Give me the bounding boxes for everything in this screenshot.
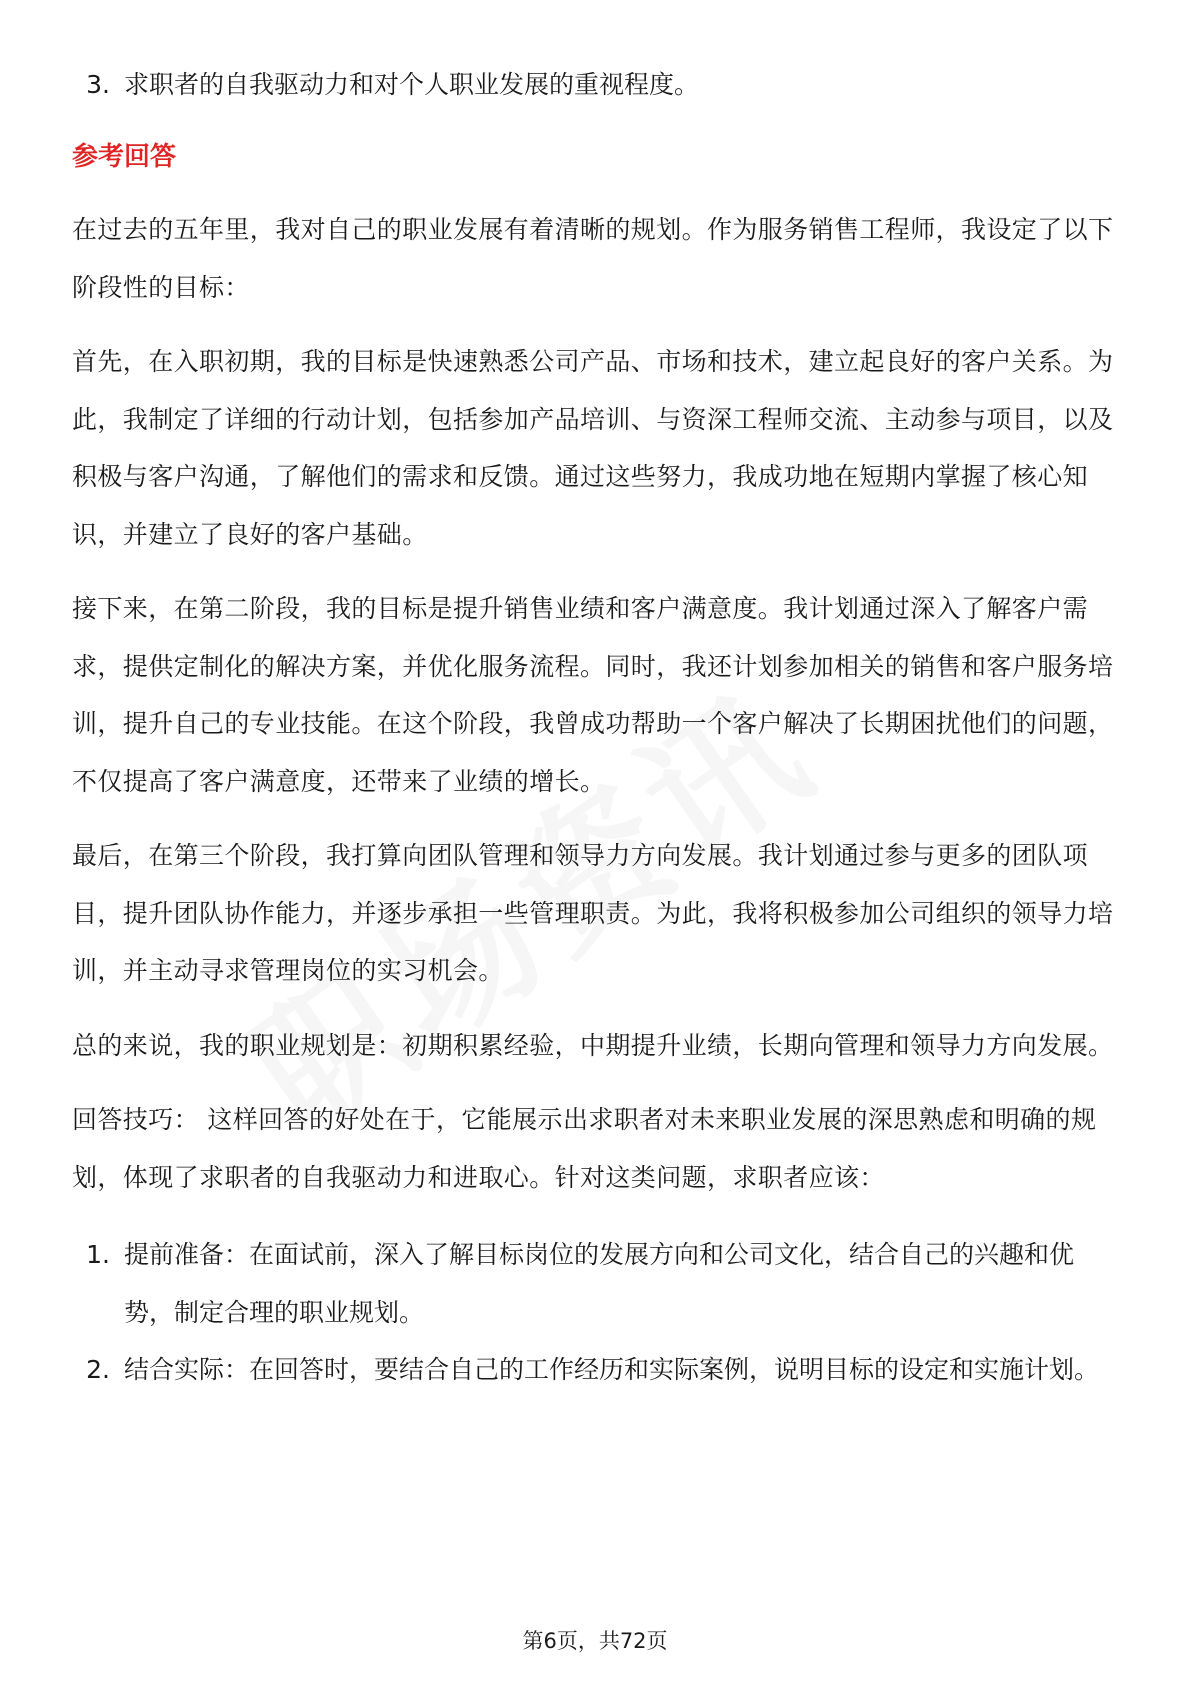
paragraph-tips: 回答技巧： 这样回答的好处在于，它能展示出求职者对未来职业发展的深思熟虑和明确的规划，体现了求职者的自我驱动力和进取心。针对这类问题，求职者应该：: [72, 1105, 1097, 1192]
list-text: 结合实际：在回答时，要结合自己的工作经历和实际案例，说明目标的设定和实施计划。: [124, 1355, 1100, 1384]
list-number: 2.: [86, 1355, 110, 1384]
list-item-top: [72, 56, 1122, 113]
list-item: [72, 1341, 1122, 1399]
paragraph-intro: 在过去的五年里，我对自己的职业发展有着清晰的规划。作为服务销售工程师，我设定了以下阶段性的目标：: [72, 215, 1114, 302]
page-number: 第6页，共72页: [522, 1629, 668, 1653]
tips-list: [72, 1226, 1122, 1399]
paragraph-stage-three: 最后，在第三个阶段，我打算向团队管理和领导力方向发展。我计划通过参与更多的团队项目，提升团队协作能力，并逐步承担一些管理职责。为此，我将积极参加公司组织的领导力培训，并主动寻求管理岗位的实习机会。: [72, 841, 1114, 985]
section-heading: 参考回答: [72, 142, 177, 172]
paragraph-stage-one: 首先，在入职初期，我的目标是快速熟悉公司产品、市场和技术，建立起良好的客户关系。为此，我制定了详细的行动计划，包括参加产品培训、与资深工程师交流、主动参与项目，以及积极与客户沟通，了解他们的需求和反馈。通过这些努力，我成功地在短期内掌握了核心知识，并建立了良好的客户基础。: [72, 347, 1114, 549]
list-number: 1.: [86, 1240, 110, 1269]
list-item: [72, 1226, 1122, 1341]
paragraph-summary: 总的来说，我的职业规划是：初期积累经验，中期提升业绩，长期向管理和领导力方向发展。: [72, 1030, 1114, 1060]
paragraph-stage-two: 接下来，在第二阶段，我的目标是提升销售业绩和客户满意度。我计划通过深入了解客户需求，提供定制化的解决方案，并优化服务流程。同时，我还计划参加相关的销售和客户服务培训，提升自己的专业技能。在这个阶段，我曾成功帮助一个客户解决了长期困扰他们的问题，不仅提高了客户满意度，还带来了业绩的增长。: [72, 594, 1114, 796]
page-content: [72, 56, 1122, 1399]
list-text: 求职者的自我驱动力和对个人职业发展的重视程度。: [124, 70, 700, 99]
list-text: 提前准备：在面试前，深入了解目标岗位的发展方向和公司文化，结合自己的兴趣和优势，制定合理的职业规划。: [124, 1240, 1075, 1327]
list-number: 3.: [86, 70, 110, 99]
